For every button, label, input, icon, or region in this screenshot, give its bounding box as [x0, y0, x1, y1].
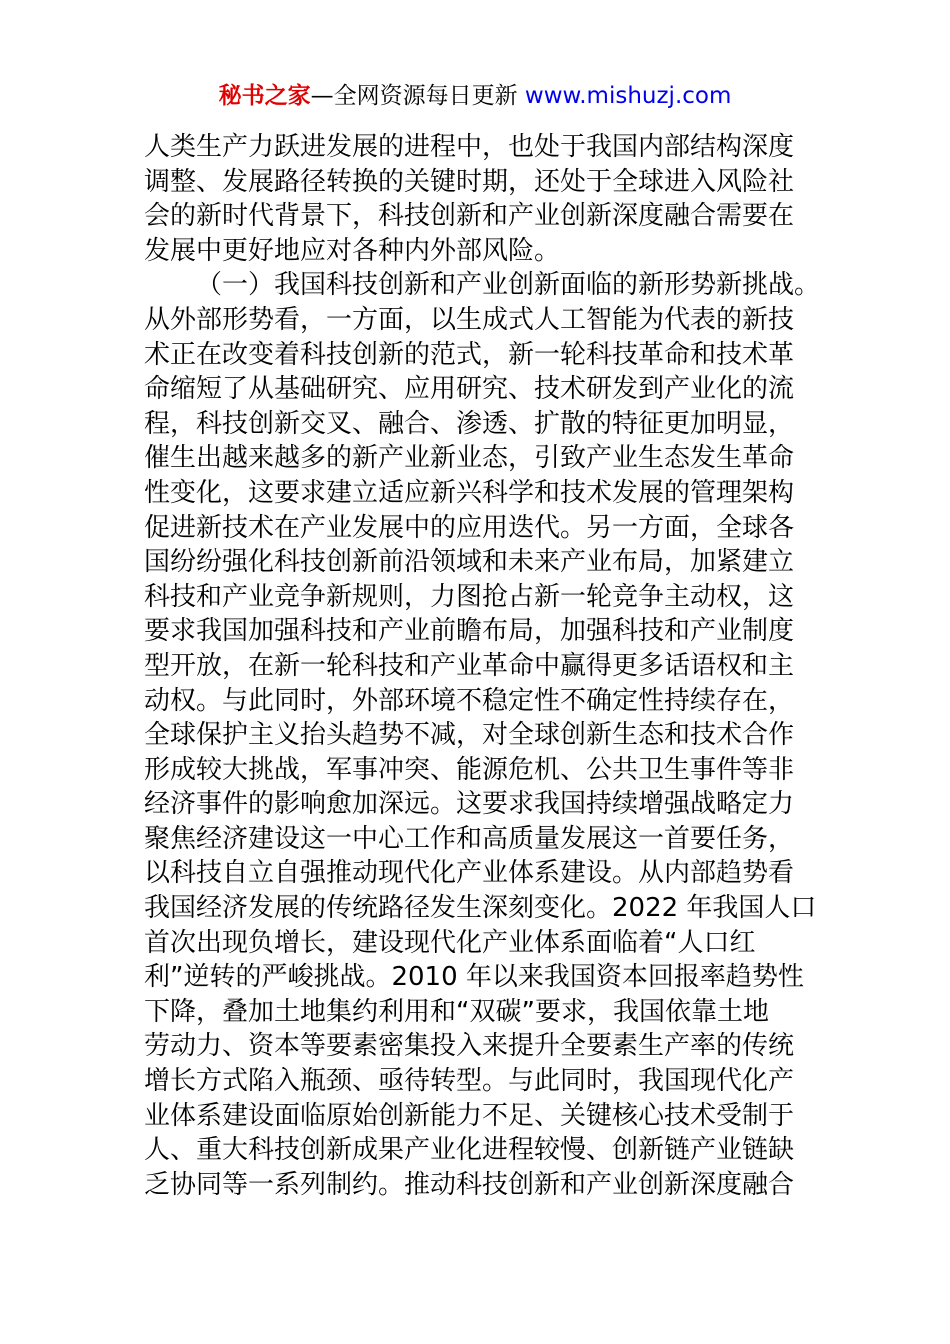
text-line: 以科技自立自强推动现代化产业体系建设。从内部趋势看	[144, 858, 795, 889]
text-line: 经济事件的影响愈加深远。这要求我国持续增强战略定力	[144, 789, 795, 820]
text-line: 要求我国加强科技和产业前瞻布局，加强科技和产业制度	[144, 616, 795, 647]
body-text	[144, 130, 821, 1202]
text-line: 聚焦经济建设这一中心工作和高质量发展这一首要任务，	[144, 823, 795, 854]
text-line: 型开放，在新一轮科技和产业革命中赢得更多话语权和主	[144, 650, 795, 681]
text-line: 催生出越来越多的新产业新业态，引致产业生态发生革命	[144, 443, 795, 474]
text-line: 全球保护主义抬头趋势不减，对全球创新生态和技术合作	[144, 720, 795, 751]
text-line: 增长方式陷入瓶颈、亟待转型。与此同时，我国现代化产	[144, 1066, 795, 1097]
text-line: 程，科技创新交叉、融合、渗透、扩散的特征更加明显，	[144, 408, 795, 439]
text-line: 会的新时代背景下，科技创新和产业创新深度融合需要在	[144, 201, 795, 232]
text-line: 业体系建设面临原始创新能力不足、关键核心技术受制于	[144, 1100, 795, 1131]
text-line: 下降，叠加土地集约利用和“双碳”要求，我国依靠土地	[144, 996, 769, 1027]
text-line: 术正在改变着科技创新的范式，新一轮科技革命和技术革	[144, 339, 795, 370]
text-line: 我国经济发展的传统路径发生深刻变化。2022 年我国人口	[144, 893, 817, 924]
text-line: 人类生产力跃进发展的进程中，也处于我国内部结构深度	[144, 132, 795, 162]
site-brand: 秘书之家	[218, 83, 311, 109]
text-line: 从外部形势看，一方面，以生成式人工智能为代表的新技	[144, 304, 795, 335]
site-url-link[interactable]: www.mishuzj.com	[524, 83, 732, 109]
site-tagline: —全网资源每日更新	[310, 83, 518, 109]
site-header	[0, 78, 950, 114]
text-line: 动权。与此同时，外部环境不稳定性不确定性持续存在，	[144, 685, 795, 716]
text-line: 国纷纷强化科技创新前沿领域和未来产业布局，加紧建立	[144, 547, 795, 578]
text-line: 促进新技术在产业发展中的应用迭代。另一方面，全球各	[144, 512, 795, 543]
text-line: 利”逆转的严峻挑战。2010 年以来我国资本回报率趋势性	[144, 962, 804, 993]
text-line: 人、重大科技创新成果产业化进程较慢、创新链产业链缺	[144, 1135, 795, 1166]
text-line: 劳动力、资本等要素密集投入来提升全要素生产率的传统	[144, 1031, 795, 1062]
text-line: 乏协同等一系列制约。推动科技创新和产业创新深度融合	[144, 1169, 795, 1200]
text-line: 命缩短了从基础研究、应用研究、技术研发到产业化的流	[144, 374, 795, 405]
text-line: 形成较大挑战，军事冲突、能源危机、公共卫生事件等非	[144, 754, 795, 785]
text-line: 调整、发展路径转换的关键时期，还处于全球进入风险社	[144, 166, 795, 197]
text-line: 性变化，这要求建立适应新兴科学和技术发展的管理架构	[144, 477, 795, 508]
text-line: 科技和产业竞争新规则，力图抢占新一轮竞争主动权，这	[144, 581, 795, 612]
text-line: 发展中更好地应对各种内外部风险。	[144, 235, 561, 266]
text-line: 首次出现负增长，建设现代化产业体系面临着“人口红	[144, 927, 756, 958]
section-heading: （一）我国科技创新和产业创新面临的新形势新挑战。	[196, 270, 821, 301]
